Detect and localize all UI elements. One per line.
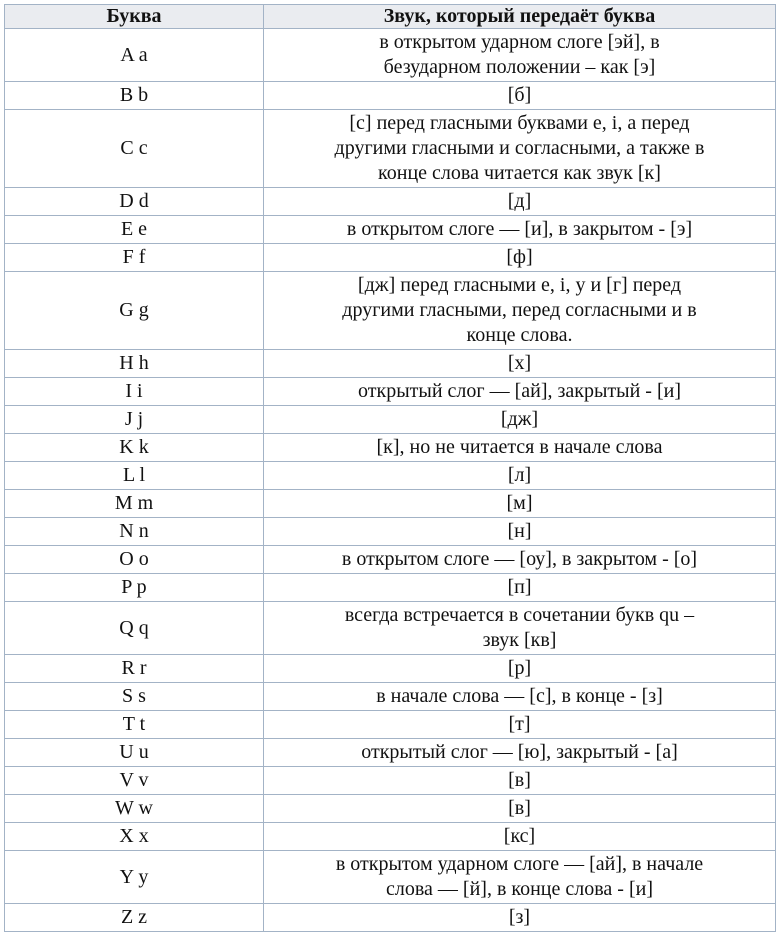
sound-cell [264,655,776,683]
table-row [5,711,776,739]
sound-cell [264,602,776,655]
letter-cell: Y y [5,851,264,904]
table-row [5,462,776,490]
sound-text-line: [с] перед гласными буквами e, i, a перед [349,112,690,134]
sound-cell [264,767,776,795]
sound-cell [264,851,776,904]
sound-cell [264,406,776,434]
sound-text-line: в открытом слоге — [и], в закрытом - [э] [346,218,693,240]
letter-cell: B b [5,82,264,110]
sound-text-line: [п] [507,576,532,598]
sound-text-line: [л] [507,464,532,486]
table-row [5,490,776,518]
sound-cell [264,378,776,406]
sound-text-line: в открытом ударном слоге — [ай], в начале [335,853,704,875]
table-row [5,216,776,244]
table-row [5,82,776,110]
sound-text-line: [х] [507,352,532,374]
sound-cell [264,711,776,739]
table-row [5,574,776,602]
sound-cell [264,490,776,518]
sound-text-line: [в] [508,797,531,819]
sound-text-line: в открытом ударном слоге [эй], в [379,31,660,53]
sound-cell [264,574,776,602]
letter-cell: S s [5,683,264,711]
sound-cell [264,462,776,490]
sound-cell [264,546,776,574]
letter-cell: L l [5,462,264,490]
table-row [5,546,776,574]
table-row [5,655,776,683]
letter-cell: K k [5,434,264,462]
table-row [5,851,776,904]
sound-text-line: [в] [508,769,531,791]
table-row [5,904,776,932]
sound-cell [264,216,776,244]
table-header-row [5,5,776,29]
sound-text-line: всегда встречается в сочетании букв qu – [344,604,695,626]
sound-text-line: открытый слог — [ай], закрытый - [и] [358,380,681,402]
sound-text-line: [р] [507,657,532,679]
sound-text-line: [к], но не читается в начале слова [376,436,663,458]
table-row [5,29,776,82]
sound-text-line: слова — [й], в конце слова - [и] [386,878,653,900]
table-row [5,244,776,272]
sound-text-line: безударном положении – как [э] [383,56,656,78]
sound-cell [264,350,776,378]
sound-text-line: другими гласными, перед согласными и в [342,299,697,321]
sound-text-line: [д] [507,190,532,212]
sound-text-line: в начале слова — [с], в конце - [з] [376,685,663,707]
sound-text-line: [б] [507,84,532,106]
table-row [5,378,776,406]
letter-cell: U u [5,739,264,767]
table-row [5,110,776,188]
letter-cell: O o [5,546,264,574]
sound-cell [264,244,776,272]
header-letter: Буква [5,5,264,29]
table-row [5,518,776,546]
sound-text-line: [дж] перед гласными e, i, y и [г] перед [357,274,682,296]
letter-cell: J j [5,406,264,434]
letter-cell: N n [5,518,264,546]
letter-cell: G g [5,272,264,350]
sound-text-line: конце слова. [466,324,573,346]
sound-cell [264,739,776,767]
sound-cell [264,795,776,823]
sound-cell [264,434,776,462]
letter-cell: M m [5,490,264,518]
alphabet-pronunciation-table [4,4,776,932]
sound-cell [264,683,776,711]
letter-cell: Z z [5,904,264,932]
sound-text-line: в открытом слоге — [оу], в закрытом - [о] [341,548,698,570]
table-row [5,434,776,462]
sound-cell [264,823,776,851]
table-body [5,29,776,932]
sound-text-line: [ф] [506,246,533,268]
letter-cell: T t [5,711,264,739]
sound-text-line: [м] [506,492,533,514]
sound-cell [264,110,776,188]
table-row [5,350,776,378]
sound-cell [264,272,776,350]
sound-text-line: конце слова читается как звук [к] [378,162,661,184]
sound-text-line: другими гласными и согласными, а также в [334,137,705,159]
letter-cell: W w [5,795,264,823]
letter-cell: E e [5,216,264,244]
letter-cell: X x [5,823,264,851]
sound-text-line: [дж] [500,408,539,430]
sound-text-line: [н] [507,520,532,542]
header-sound: Звук, который передаёт буква [264,5,776,29]
letter-cell: A a [5,29,264,82]
letter-cell: I i [5,378,264,406]
sound-cell [264,188,776,216]
sound-cell [264,518,776,546]
letter-cell: V v [5,767,264,795]
table-row [5,795,776,823]
table-row [5,602,776,655]
sound-cell [264,904,776,932]
letter-cell: H h [5,350,264,378]
table-row [5,406,776,434]
letter-cell: D d [5,188,264,216]
table-row [5,272,776,350]
table-row [5,823,776,851]
sound-text-line: открытый слог — [ю], закрытый - [а] [361,741,678,763]
sound-cell [264,29,776,82]
sound-text-line: звук [кв] [482,629,557,651]
sound-cell [264,82,776,110]
sound-text-line: [кс] [503,825,536,847]
letter-cell: P p [5,574,264,602]
letter-cell: Q q [5,602,264,655]
sound-text-line: [з] [508,906,531,928]
table-row [5,767,776,795]
table-row [5,188,776,216]
letter-cell: C c [5,110,264,188]
sound-text-line: [т] [508,713,531,735]
letter-cell: F f [5,244,264,272]
table-row [5,683,776,711]
letter-cell: R r [5,655,264,683]
table-row [5,739,776,767]
